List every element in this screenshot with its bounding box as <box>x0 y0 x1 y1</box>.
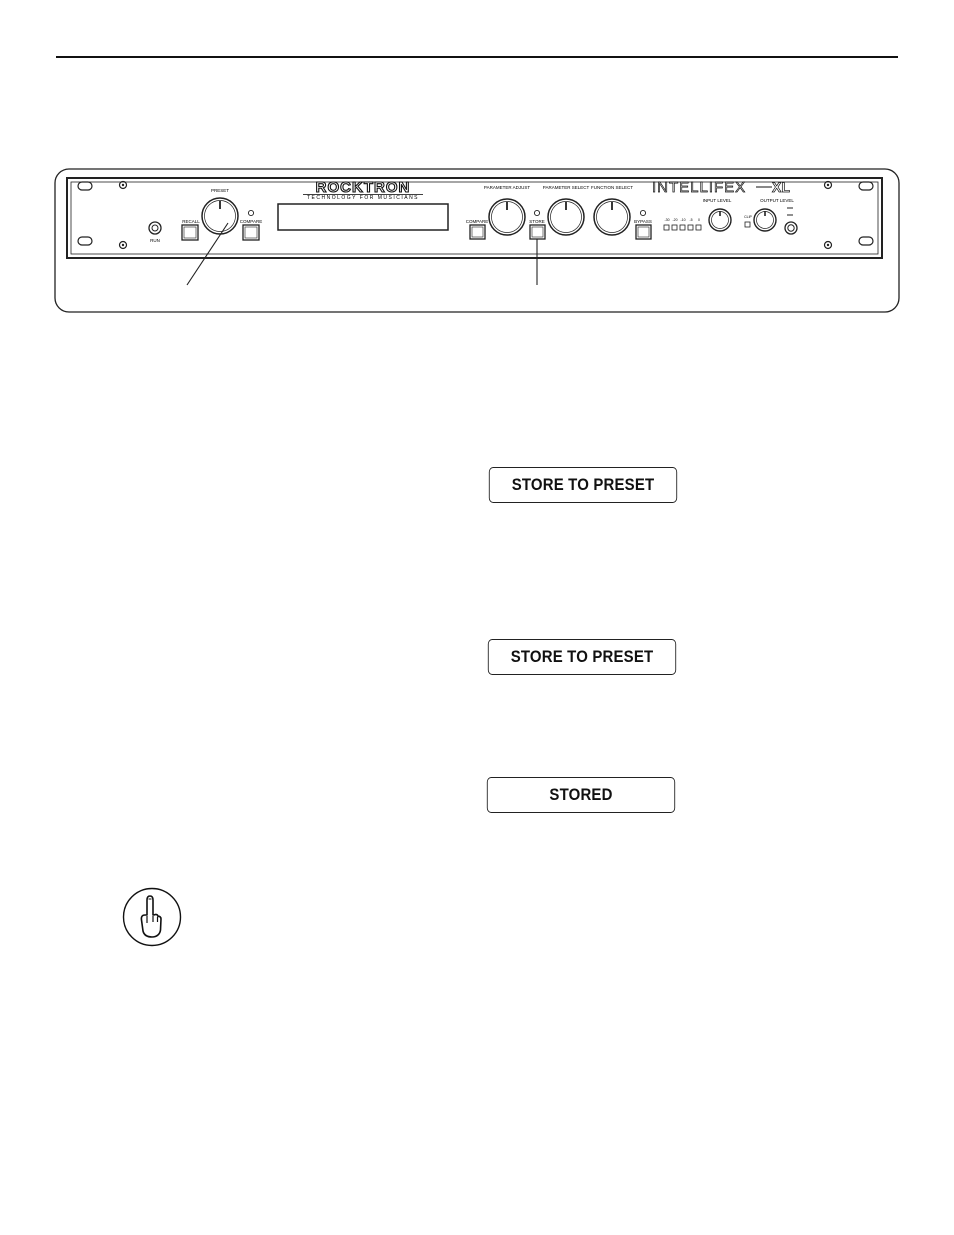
rack-panel-illustration <box>54 168 900 314</box>
bypass-label-left: COMPARE <box>465 219 489 224</box>
model-suffix: XL <box>772 179 790 195</box>
store-label: STORE <box>529 219 545 224</box>
compare-label: COMPARE <box>239 219 263 224</box>
function-select-label: FUNCTION SELECT <box>590 185 634 190</box>
input-level-label: INPUT LEVEL <box>702 198 732 203</box>
lcd-window <box>278 204 448 230</box>
preset-knob[interactable] <box>202 198 238 234</box>
svg-text:-30: -30 <box>664 218 670 222</box>
clip-label: CLIP <box>744 215 752 219</box>
output-level-knob[interactable] <box>754 209 776 231</box>
output-level-label: OUTPUT LEVEL <box>760 198 794 203</box>
preset-label: PRESET <box>210 188 230 193</box>
run-label: RUN <box>150 238 160 243</box>
model-name: INTELLIFEX <box>652 179 747 196</box>
header-rule <box>56 56 898 58</box>
display-store-to-preset-2: STORE TO PRESET <box>488 639 676 675</box>
input-level-knob[interactable] <box>709 209 731 231</box>
svg-text:-10: -10 <box>680 218 686 222</box>
pointing-finger-icon <box>122 887 182 947</box>
svg-text:-5: -5 <box>689 218 693 222</box>
brand-logo: ROCKTRON <box>315 179 411 196</box>
display-stored: STORED <box>487 777 675 813</box>
function-select-knob[interactable] <box>594 199 630 235</box>
display-store-to-preset-1: STORE TO PRESET <box>489 467 677 503</box>
parameter-select-label: PARAMETER SELECT <box>542 185 590 190</box>
parameter-adjust-knob[interactable] <box>489 199 525 235</box>
parameter-adjust-label: PARAMETER ADJUST <box>483 185 531 190</box>
parameter-select-knob[interactable] <box>548 199 584 235</box>
svg-text:-20: -20 <box>672 218 678 222</box>
recall-label: RECALL <box>182 219 200 224</box>
svg-text:0: 0 <box>698 218 700 222</box>
brand-tagline: TECHNOLOGY FOR MUSICIANS <box>306 195 420 201</box>
bypass-label: BYPASS <box>634 219 652 224</box>
